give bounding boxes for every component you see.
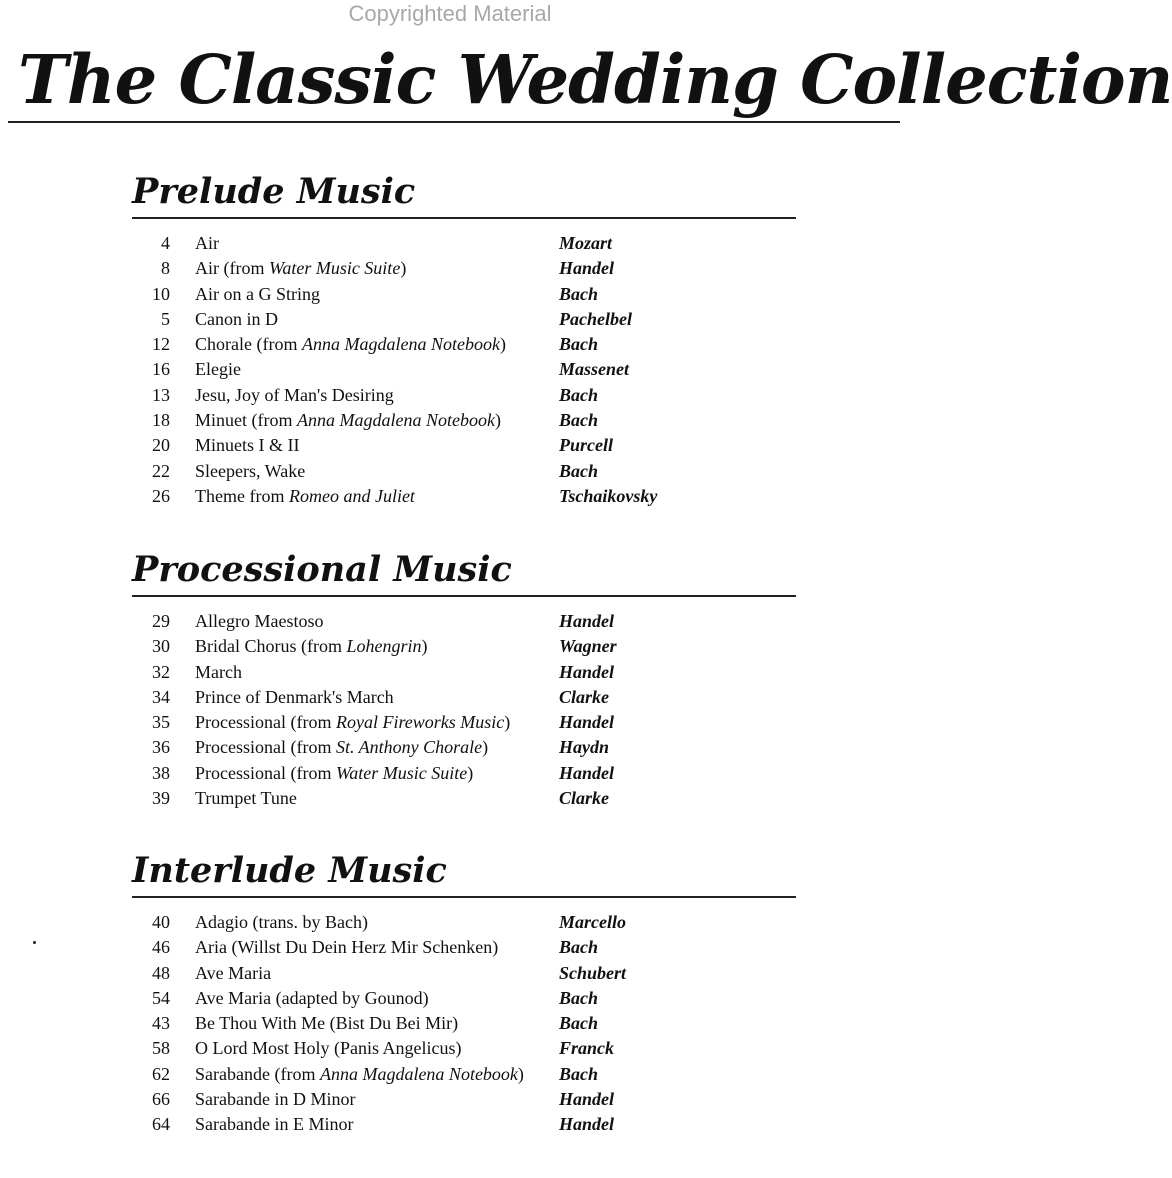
toc-entry [132,634,796,659]
page-number: 8 [161,258,170,279]
source-work-title: Romeo and Juliet [288,485,415,506]
toc-entry [132,1112,796,1137]
piece-title [195,408,559,433]
piece-title [195,357,559,382]
piece-title-text: Allegro Maestoso [195,611,324,631]
toc-entry [132,961,796,986]
copyright-watermark: Copyrighted Material [348,1,552,26]
toc-entry [132,786,796,811]
piece-title-text: Be Thou With Me (Bist Du Bei Mir) [195,1013,459,1034]
source-work-title: Anna Magdalena Notebook [296,410,495,431]
closing-paren: ) [504,712,511,733]
page-number: 22 [152,460,170,481]
piece-title-text: Aria (Willst Du Dein Herz Mir Schenken) [195,937,499,958]
page-number: 38 [152,762,170,783]
page-number: 66 [152,1089,170,1110]
section-title: Interlude Music [132,850,447,891]
composer-name: Clarke [559,788,610,809]
toc-entry [132,1062,796,1087]
page-number: 12 [152,334,170,355]
page-number: 32 [152,661,170,682]
piece-title-text: Bridal Chorus (from [195,636,347,657]
composer-name: Franck [559,1038,615,1059]
toc-entry [132,761,796,786]
piece-title-text: Air on a G String [195,283,320,304]
page-number: 36 [152,737,170,758]
composer-name: Bach [559,1013,599,1034]
piece-title [195,1036,559,1061]
source-work-title: Water Music Suite [335,762,468,783]
source-work-title: Water Music Suite [268,258,401,279]
toc-entry [132,459,796,484]
composer-name: Handel [559,258,615,279]
page-number: 43 [152,1013,170,1034]
source-work-title: Anna Magdalena Notebook [301,334,500,355]
closing-paren: ) [467,762,474,783]
toc-entry [132,735,796,760]
piece-title-text: Ave Maria (adapted by Gounod) [195,987,429,1008]
piece-title [195,484,559,509]
toc-entry [132,332,796,357]
section-divider [132,896,796,898]
composer-name: Handel [559,611,615,631]
page-number: 58 [152,1038,170,1059]
composer-name: Mozart [559,233,613,253]
piece-title-text: Canon in D [195,308,278,329]
piece-title [195,1112,559,1137]
closing-paren: ) [400,258,407,279]
toc-entry [132,685,796,710]
toc-entry [132,910,796,935]
piece-title [195,231,559,256]
page-title: The Classic Wedding Collection [18,40,1172,119]
source-work-title: Royal Fireworks Music [335,712,505,733]
composer-name: Bach [559,334,599,355]
section-divider [132,595,796,597]
piece-list [132,609,796,811]
page-number: 64 [152,1114,170,1135]
page-number: 39 [152,788,170,809]
piece-title [195,786,559,811]
page-number: 13 [152,384,170,405]
composer-name: Purcell [559,435,613,456]
piece-title [195,634,559,659]
piece-title-text: Adagio (trans. by Bach) [195,912,368,932]
section-divider [132,217,796,219]
page-number: 16 [152,359,170,380]
toc-entry [132,935,796,960]
piece-title-text: Processional (from [195,762,336,783]
piece-title-text: Sarabande in E Minor [195,1114,354,1135]
page-number: 35 [152,712,170,733]
page-number: 29 [152,611,170,631]
piece-title [195,986,559,1011]
piece-title-text: Air (from [195,258,269,279]
composer-name: Handel [559,661,615,682]
composer-name: Bach [559,460,599,481]
closing-paren: ) [494,410,501,431]
piece-title-text: Sarabande in D Minor [195,1089,356,1110]
piece-title-text: Ave Maria [195,962,272,983]
toc-entry [132,408,796,433]
piece-title-text: Minuets I & II [195,435,300,456]
section-interlude-music [132,849,796,1138]
composer-name: Wagner [559,636,617,657]
page-number: 5 [161,308,170,329]
page-number: 20 [152,435,170,456]
piece-title [195,433,559,458]
page-number: 62 [152,1063,170,1084]
composer-name: Handel [559,1089,615,1110]
toc-entry [132,609,796,634]
piece-title [195,459,559,484]
piece-title [195,307,559,332]
composer-name: Haydn [559,737,610,758]
piece-title [195,735,559,760]
piece-title [195,609,559,634]
composer-name: Tschaikovsky [559,485,658,506]
piece-title [195,383,559,408]
toc-entry [132,660,796,685]
toc-entry [132,357,796,382]
composer-name: Bach [559,410,599,431]
composer-name: Handel [559,762,615,783]
toc-entry [132,282,796,307]
page-number: 40 [152,912,170,932]
piece-title-text: Jesu, Joy of Man's Desiring [195,384,394,405]
piece-list [132,910,796,1138]
source-work-title: Lohengrin [346,636,422,657]
composer-name: Bach [559,283,599,304]
closing-paren: ) [499,334,506,355]
composer-name: Handel [559,1114,615,1135]
piece-title [195,1011,559,1036]
piece-title-text: Sarabande (from [195,1063,320,1084]
piece-title-text: Elegie [195,359,241,380]
section-title: Processional Music [132,549,512,590]
composer-name: Bach [559,384,599,405]
piece-title-text: Theme from [195,485,289,506]
toc-entry [132,484,796,509]
page-number: 54 [152,987,170,1008]
section-title: Prelude Music [132,171,416,212]
piece-title [195,332,559,357]
piece-title [195,910,559,935]
piece-title [195,761,559,786]
piece-title-text: Chorale (from [195,334,302,355]
source-work-title: Anna Magdalena Notebook [319,1063,518,1084]
piece-title [195,685,559,710]
piece-title-text: Processional (from [195,737,336,758]
composer-name: Massenet [559,359,630,380]
piece-title-text: Minuet (from [195,410,297,431]
composer-name: Handel [559,712,615,733]
stray-dot [33,941,36,944]
toc-entry [132,1011,796,1036]
title-divider [8,121,900,123]
piece-title [195,660,559,685]
piece-title [195,256,559,281]
piece-title [195,961,559,986]
composer-name: Pachelbel [559,308,632,329]
page-number: 34 [152,686,170,707]
composer-name: Marcello [559,912,626,932]
page-number: 46 [152,937,170,958]
composer-name: Schubert [559,962,627,983]
page-number: 30 [152,636,170,657]
closing-paren: ) [482,737,489,758]
piece-list [132,231,796,509]
piece-title-text: Prince of Denmark's March [195,686,394,707]
composer-name: Bach [559,937,599,958]
page-number: 48 [152,962,170,983]
toc-entry [132,1087,796,1112]
piece-title [195,935,559,960]
toc-entry [132,433,796,458]
toc-entry [132,231,796,256]
section-prelude-music [132,170,796,509]
toc-entry [132,1036,796,1061]
section-processional-music [132,548,796,811]
piece-title-text: Processional (from [195,712,336,733]
toc-entry [132,986,796,1011]
composer-name: Bach [559,987,599,1008]
piece-title [195,1062,559,1087]
page-number: 10 [152,283,170,304]
closing-paren: ) [421,636,428,657]
piece-title-text: O Lord Most Holy (Panis Angelicus) [195,1038,462,1059]
toc-entry [132,383,796,408]
piece-title-text: March [195,661,242,682]
piece-title [195,710,559,735]
toc-entry [132,256,796,281]
closing-paren: ) [517,1063,524,1084]
piece-title [195,1087,559,1112]
toc-entry [132,710,796,735]
piece-title [195,282,559,307]
page-number: 18 [152,410,170,431]
page-number: 26 [152,485,170,506]
piece-title-text: Trumpet Tune [195,788,297,809]
source-work-title: St. Anthony Chorale [335,737,483,758]
page-number: 4 [161,233,170,253]
piece-title-text: Sleepers, Wake [195,460,306,481]
toc-entry [132,307,796,332]
composer-name: Clarke [559,686,610,707]
piece-title-text: Air [195,233,219,253]
composer-name: Bach [559,1063,599,1084]
